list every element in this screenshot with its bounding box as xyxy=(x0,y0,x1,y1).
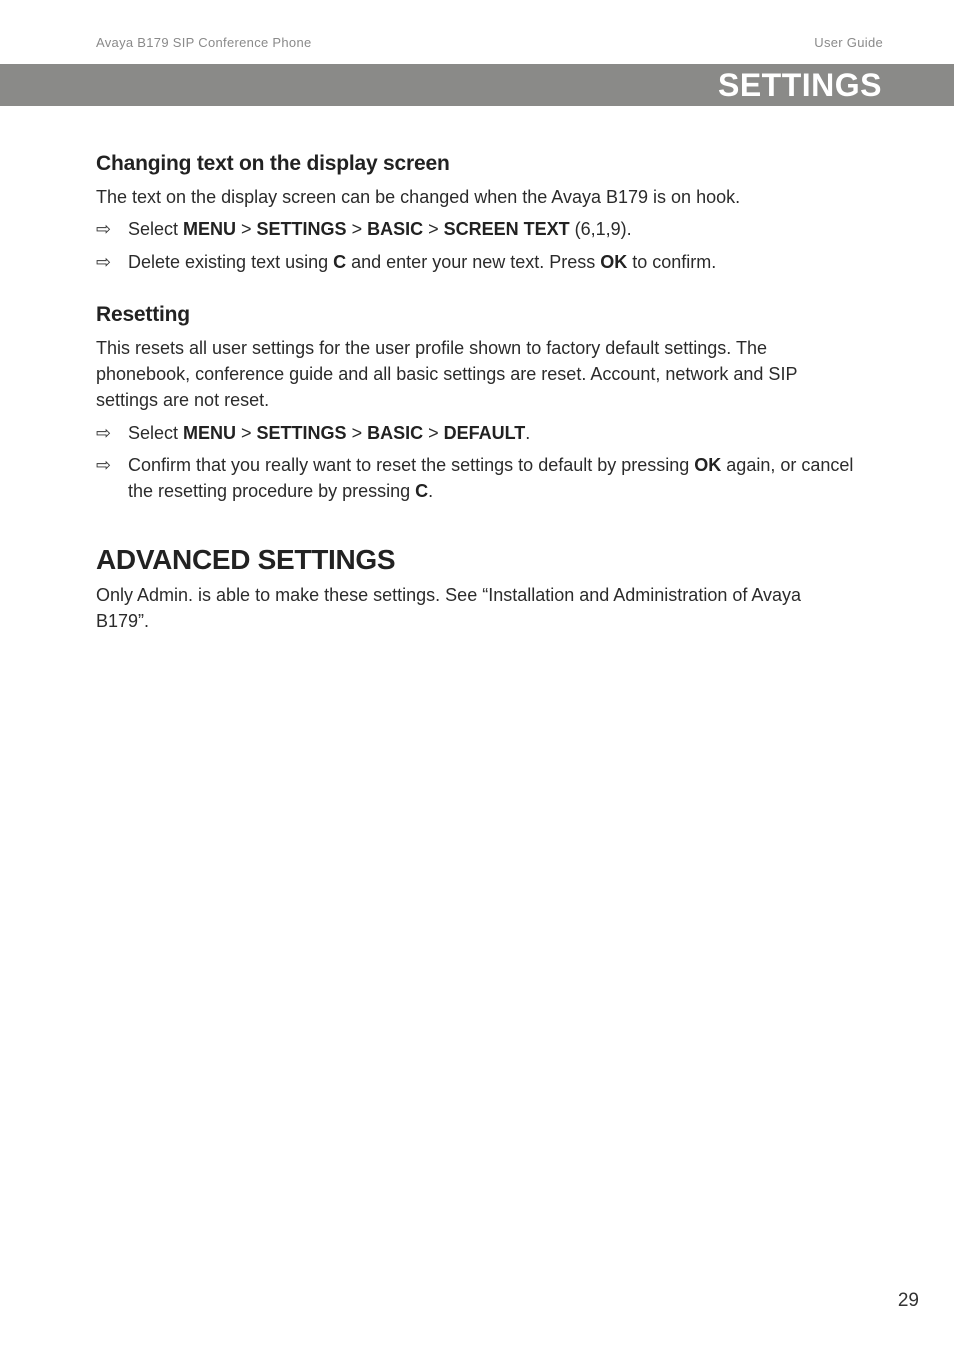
section-body-display-text: The text on the display screen can be changed when the Avaya B179 is on hook. xyxy=(96,187,741,207)
section-body-resetting: This resets all user settings for the user profile shown to factory default settings. The phonebook, conference guide and all basic settings are reset. Account, network and SIP settings are not reset. xyxy=(96,338,798,410)
section-body-advanced: Only Admin. is able to make these settings. See “Installation and Administration of Avaya B179”. xyxy=(96,585,802,631)
step-text: Confirm that you really want to reset the settings to default by pressing OK again, or cancel the resetting procedure by pressing C. xyxy=(128,455,854,501)
arrow-right-icon: ⇨ xyxy=(96,423,112,443)
step-confirm-reset xyxy=(96,452,856,504)
section-heading-resetting: Resetting xyxy=(96,303,190,326)
arrow-right-icon: ⇨ xyxy=(96,219,112,239)
step-delete-text xyxy=(96,249,856,275)
section-heading-display-text: Changing text on the display screen xyxy=(96,152,450,175)
chapter-title: SETTINGS xyxy=(717,67,882,103)
running-header-title: Avaya B179 SIP Conference Phone xyxy=(96,35,312,50)
arrow-right-icon: ⇨ xyxy=(96,455,112,475)
page-content xyxy=(96,152,856,634)
step-select-default xyxy=(96,420,856,446)
step-select-screen-text xyxy=(96,216,856,242)
arrow-right-icon: ⇨ xyxy=(96,252,112,272)
step-text: Delete existing text using C and enter your new text. Press OK to confirm. xyxy=(128,252,717,272)
page-number: 29 xyxy=(897,1290,919,1311)
step-text: Select MENU > SETTINGS > BASIC > DEFAULT. xyxy=(128,423,531,443)
step-text: Select MENU > SETTINGS > BASIC > SCREEN TEXT (6,1,9). xyxy=(128,219,632,239)
section-heading-advanced: ADVANCED SETTINGS xyxy=(96,544,396,575)
running-header-guide: User Guide xyxy=(814,35,883,50)
chapter-banner xyxy=(0,64,954,106)
